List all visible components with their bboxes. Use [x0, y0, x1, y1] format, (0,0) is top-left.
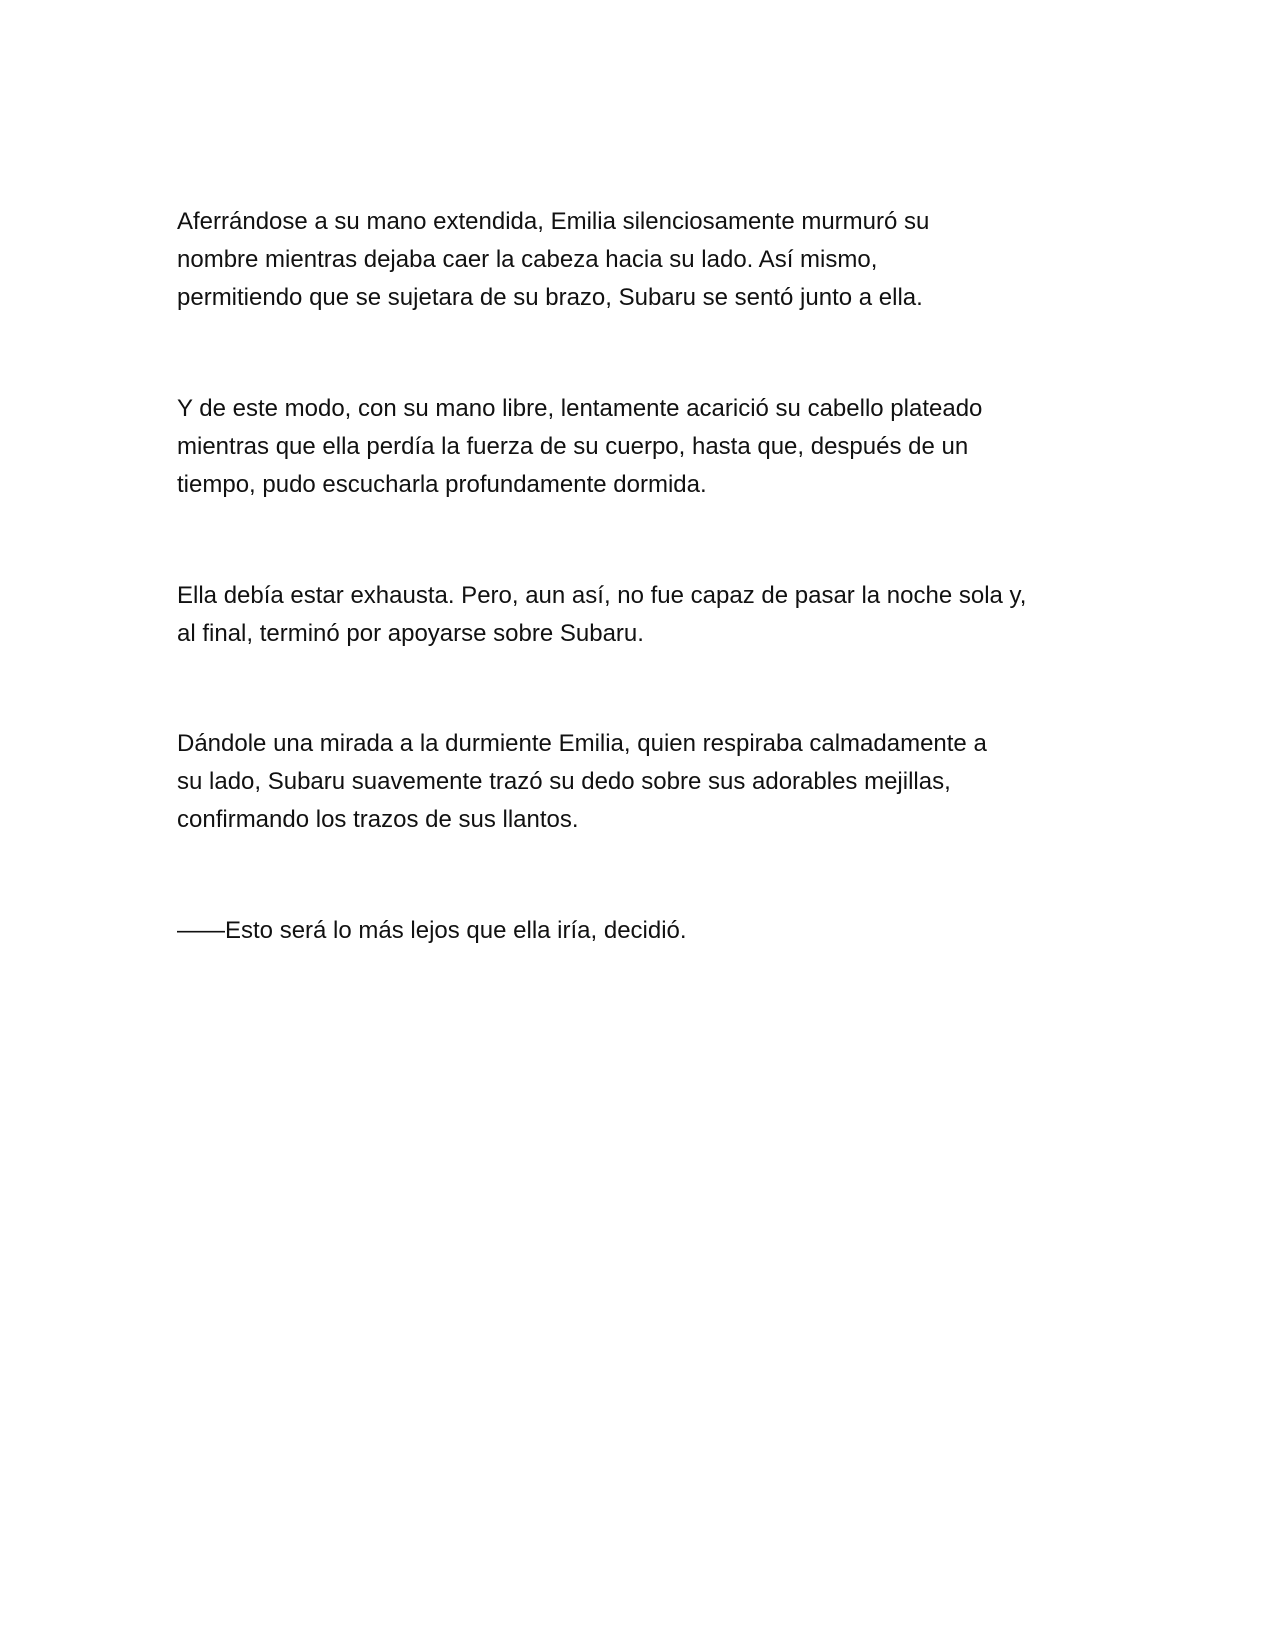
paragraph-line: Ella debía estar exhausta. Pero, aun así, no fue capaz de pasar la noche sola y, — [177, 582, 1027, 609]
paragraph-3 — [177, 577, 1117, 653]
paragraph-line: Dándole una mirada a la durmiente Emilia, quien respiraba calmadamente a — [177, 730, 987, 757]
paragraph-line: confirmando los trazos de sus llantos. — [177, 806, 579, 833]
paragraph-2 — [177, 390, 1117, 504]
paragraph-line: nombre mientras dejaba caer la cabeza hacia su lado. Así mismo, — [177, 246, 878, 273]
paragraph-5 — [177, 912, 1117, 950]
paragraph-line: su lado, Subaru suavemente trazó su dedo sobre sus adorables mejillas, — [177, 768, 951, 795]
paragraph-line: permitiendo que se sujetara de su brazo, Subaru se sentó junto a ella. — [177, 284, 923, 311]
paragraph-line: Y de este modo, con su mano libre, lentamente acarició su cabello plateado — [177, 395, 983, 422]
paragraph-4 — [177, 725, 1117, 839]
paragraph-line: al final, terminó por apoyarse sobre Subaru. — [177, 620, 644, 647]
paragraph-line: Aferrándose a su mano extendida, Emilia silenciosamente murmuró su — [177, 208, 930, 235]
paragraph-line: mientras que ella perdía la fuerza de su cuerpo, hasta que, después de un — [177, 433, 969, 460]
paragraph-line: tiempo, pudo escucharla profundamente dormida. — [177, 471, 707, 498]
paragraph-1 — [177, 203, 1117, 317]
paragraph-line: ——Esto será lo más lejos que ella iría, decidió. — [177, 917, 687, 944]
